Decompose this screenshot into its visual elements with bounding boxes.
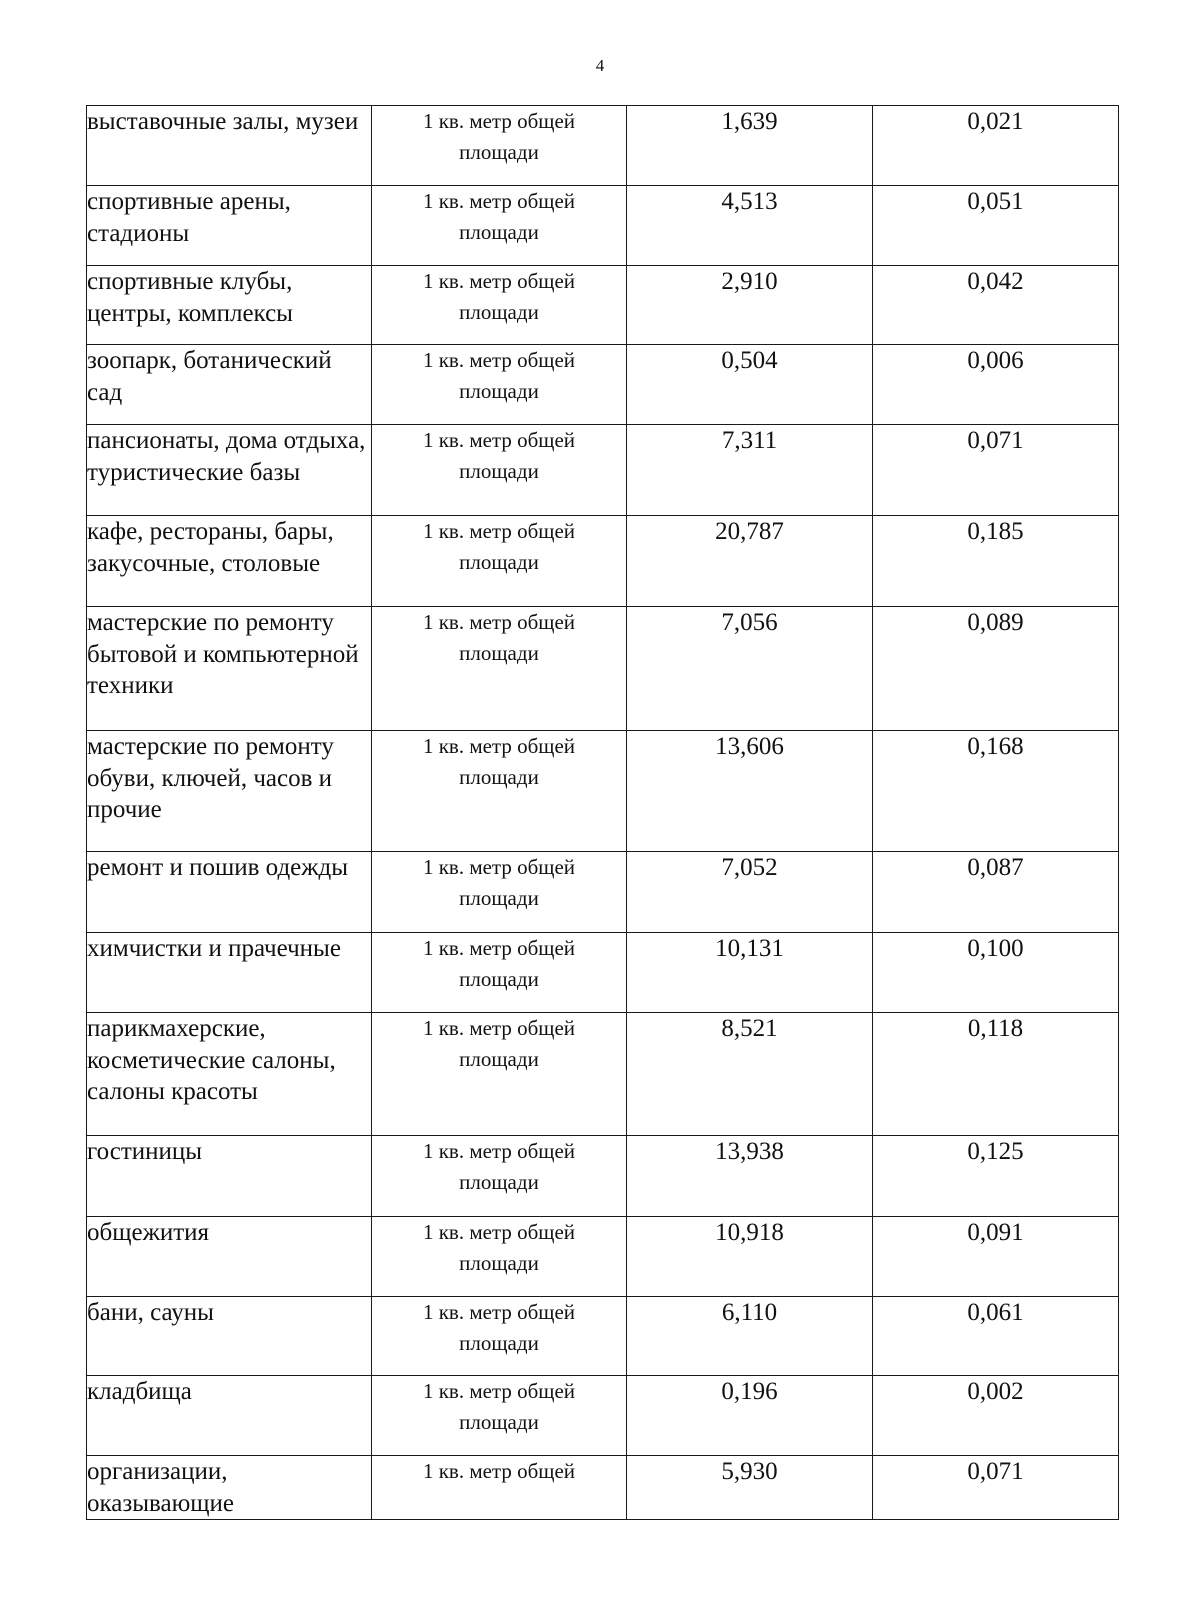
- object-name-cell: выставочные залы, музеи: [87, 106, 372, 186]
- unit-line: площади: [459, 1047, 539, 1071]
- unit-cell: [372, 266, 627, 345]
- object-name-cell: пансионаты, дома отдыха, туристические базы: [87, 425, 372, 516]
- table-row: [87, 516, 1119, 607]
- unit-cell: [372, 186, 627, 266]
- table-row: [87, 425, 1119, 516]
- unit-cell: [372, 106, 627, 186]
- norm-value-cell: 20,787: [627, 516, 873, 607]
- unit-cell: [372, 852, 627, 933]
- norm-value-cell: 13,606: [627, 731, 873, 852]
- object-name-cell: гостиницы: [87, 1136, 372, 1217]
- unit-line: площади: [459, 220, 539, 244]
- table-row: [87, 1217, 1119, 1297]
- norm-value-cell: 0,051: [873, 186, 1119, 266]
- table-row: [87, 1456, 1119, 1520]
- norm-value-cell: 10,918: [627, 1217, 873, 1297]
- norm-value-cell: 10,131: [627, 933, 873, 1013]
- unit-line: площади: [459, 379, 539, 403]
- unit-line: 1 кв. метр общей: [422, 734, 576, 758]
- unit-cell: [372, 1376, 627, 1456]
- unit-line: 1 кв. метр общей: [422, 269, 576, 293]
- object-name-cell: мастерские по ремонту обуви, ключей, часов и прочие: [87, 731, 372, 852]
- object-name-cell: спортивные арены, стадионы: [87, 186, 372, 266]
- table-row: [87, 1376, 1119, 1456]
- unit-cell: [372, 1013, 627, 1136]
- unit-line: площади: [459, 1170, 539, 1194]
- norm-value-cell: 0,118: [873, 1013, 1119, 1136]
- table-row: [87, 1013, 1119, 1136]
- table-row: [87, 1297, 1119, 1376]
- norm-value-cell: 0,196: [627, 1376, 873, 1456]
- unit-line: 1 кв. метр общей: [422, 189, 576, 213]
- norm-value-cell: 1,639: [627, 106, 873, 186]
- norm-value-cell: 0,091: [873, 1217, 1119, 1297]
- object-name-cell: зоопарк, ботанический сад: [87, 345, 372, 425]
- unit-line: площади: [459, 459, 539, 483]
- object-name-cell: кафе, рестораны, бары, закусочные, столовые: [87, 516, 372, 607]
- unit-line: площади: [459, 641, 539, 665]
- unit-line: площади: [459, 1410, 539, 1434]
- norm-value-cell: 0,100: [873, 933, 1119, 1013]
- page-number: 4: [595, 56, 605, 75]
- object-name-cell: кладбища: [87, 1376, 372, 1456]
- norm-value-cell: 0,021: [873, 106, 1119, 186]
- table-row: [87, 607, 1119, 731]
- norm-value-cell: 0,002: [873, 1376, 1119, 1456]
- unit-line: 1 кв. метр общей: [422, 519, 576, 543]
- unit-line: 1 кв. метр общей: [422, 1379, 576, 1403]
- norm-value-cell: 0,061: [873, 1297, 1119, 1376]
- norm-value-cell: 0,071: [873, 1456, 1119, 1520]
- unit-line: 1 кв. метр общей: [422, 428, 576, 452]
- unit-line: 1 кв. метр общей: [422, 1459, 576, 1483]
- norm-value-cell: 4,513: [627, 186, 873, 266]
- unit-cell: [372, 731, 627, 852]
- norm-value-cell: 0,042: [873, 266, 1119, 345]
- norm-value-cell: 0,006: [873, 345, 1119, 425]
- unit-cell: [372, 1456, 627, 1520]
- norm-value-cell: 13,938: [627, 1136, 873, 1217]
- unit-line: 1 кв. метр общей: [422, 1016, 576, 1040]
- table-row: [87, 731, 1119, 852]
- norm-value-cell: 0,185: [873, 516, 1119, 607]
- unit-line: площади: [459, 886, 539, 910]
- unit-line: 1 кв. метр общей: [422, 1300, 576, 1324]
- table-row: [87, 852, 1119, 933]
- norm-value-cell: 7,056: [627, 607, 873, 731]
- norm-value-cell: 0,125: [873, 1136, 1119, 1217]
- norm-value-cell: 0,504: [627, 345, 873, 425]
- table-row: [87, 266, 1119, 345]
- norm-value-cell: 0,089: [873, 607, 1119, 731]
- norm-value-cell: 6,110: [627, 1297, 873, 1376]
- object-name-cell: организации, оказывающие: [87, 1456, 372, 1520]
- unit-cell: [372, 607, 627, 731]
- object-name-cell: химчистки и прачечные: [87, 933, 372, 1013]
- unit-cell: [372, 933, 627, 1013]
- unit-line: площади: [459, 140, 539, 164]
- unit-line: 1 кв. метр общей: [422, 1220, 576, 1244]
- object-name-cell: бани, сауны: [87, 1297, 372, 1376]
- norm-value-cell: 0,071: [873, 425, 1119, 516]
- unit-line: площади: [459, 765, 539, 789]
- unit-line: площади: [459, 550, 539, 574]
- object-name-cell: общежития: [87, 1217, 372, 1297]
- table-row: [87, 186, 1119, 266]
- norm-value-cell: 7,311: [627, 425, 873, 516]
- table-row: [87, 933, 1119, 1013]
- unit-cell: [372, 425, 627, 516]
- norm-value-cell: 8,521: [627, 1013, 873, 1136]
- unit-line: 1 кв. метр общей: [422, 1139, 576, 1163]
- unit-line: 1 кв. метр общей: [422, 348, 576, 372]
- unit-line: площади: [459, 1251, 539, 1275]
- norm-value-cell: 0,168: [873, 731, 1119, 852]
- unit-line: 1 кв. метр общей: [422, 109, 576, 133]
- unit-line: площади: [459, 967, 539, 991]
- table-row: [87, 106, 1119, 186]
- norm-value-cell: 5,930: [627, 1456, 873, 1520]
- unit-cell: [372, 1297, 627, 1376]
- unit-cell: [372, 1136, 627, 1217]
- norms-table: [86, 105, 1119, 1520]
- norm-value-cell: 2,910: [627, 266, 873, 345]
- object-name-cell: спортивные клубы, центры, комплексы: [87, 266, 372, 345]
- unit-line: 1 кв. метр общей: [422, 610, 576, 634]
- object-name-cell: парикмахерские, косметические салоны, салоны красоты: [87, 1013, 372, 1136]
- unit-cell: [372, 1217, 627, 1297]
- unit-cell: [372, 345, 627, 425]
- unit-line: 1 кв. метр общей: [422, 936, 576, 960]
- norm-value-cell: 7,052: [627, 852, 873, 933]
- unit-cell: [372, 516, 627, 607]
- unit-line: площади: [459, 300, 539, 324]
- table-row: [87, 345, 1119, 425]
- object-name-cell: ремонт и пошив одежды: [87, 852, 372, 933]
- norm-value-cell: 0,087: [873, 852, 1119, 933]
- unit-line: 1 кв. метр общей: [422, 855, 576, 879]
- object-name-cell: мастерские по ремонту бытовой и компьютерной техники: [87, 607, 372, 731]
- table-row: [87, 1136, 1119, 1217]
- unit-line: площади: [459, 1331, 539, 1355]
